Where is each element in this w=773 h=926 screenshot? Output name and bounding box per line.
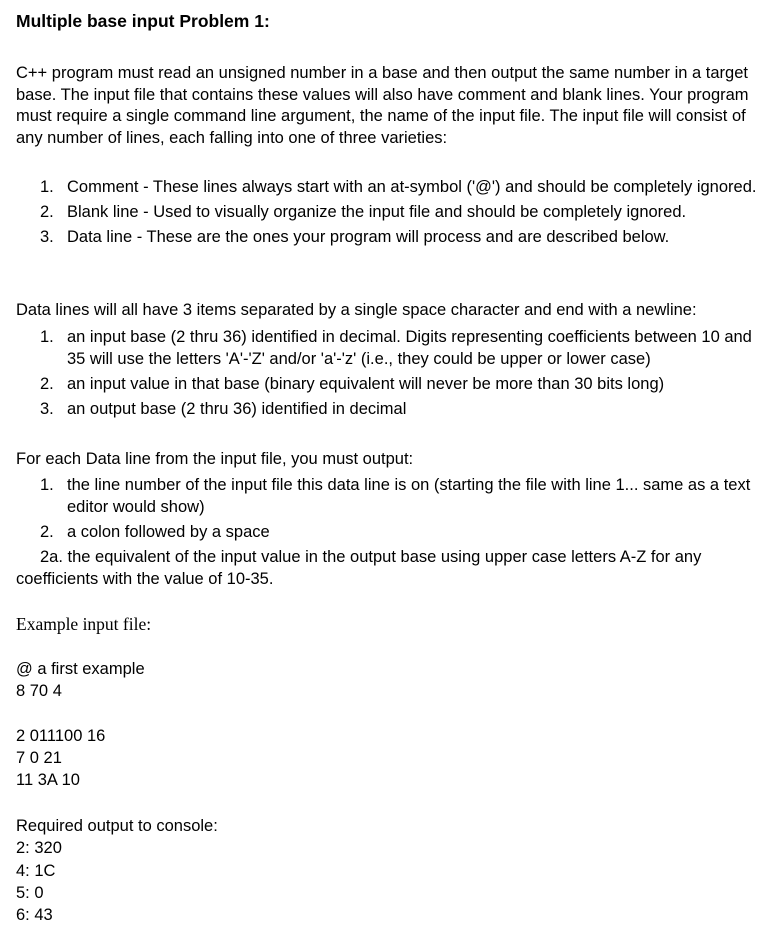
list-item-text: Comment - These lines always start with an at-symbol ('@') and should be completely ignored.	[67, 178, 757, 196]
required-output-block	[16, 815, 218, 926]
example-line: 2 011100 16	[16, 726, 106, 745]
example-input-block	[16, 658, 145, 792]
output-line: 4: 1C	[16, 861, 56, 880]
example-line: @ a first example	[16, 660, 145, 678]
list-item	[16, 227, 761, 249]
output-line: 6: 43	[16, 906, 53, 925]
list-item-text: an input base (2 thru 36) identified in decimal. Digits representing coefficients between 10 and 35 will use the letters 'A'-'Z' and/or 'a'-'z' (i.e., they could be upper or lower case)	[67, 328, 752, 368]
example-line: 11 3A 10	[16, 771, 80, 790]
example-line: 8 70 4	[16, 682, 62, 701]
intro-paragraph: C++ program must read an unsigned number in a base and then output the same number in a target base. The input file that contains these values will also have comment and blank lines. Your program must require a single command line argument, the name of the input file. The input file will consist of any number of lines, each falling into one of three varieties:	[16, 64, 749, 147]
output-line: 5: 0	[16, 883, 44, 902]
list-item	[16, 522, 761, 544]
list-item	[16, 399, 761, 421]
list-number: 3.	[40, 228, 54, 246]
list-item	[16, 202, 761, 224]
required-output-heading: Required output to console:	[16, 817, 218, 835]
list-number: 2.	[40, 203, 54, 221]
list-item-text: Blank line - Used to visually organize the input file and should be completely ignored.	[67, 203, 687, 221]
list-number: 1.	[40, 178, 54, 196]
list-number: 3.	[40, 399, 54, 418]
list-item-text: an input value in that base (binary equivalent will never be more than 30 bits long)	[67, 374, 665, 393]
data-lines-intro: Data lines will all have 3 items separated by a single space character and end with a newline:	[16, 301, 697, 319]
list-item-text: an output base (2 thru 36) identified in decimal	[67, 399, 407, 418]
list-item	[16, 327, 761, 370]
list-item	[16, 374, 761, 396]
list-number: 2.	[40, 374, 54, 393]
list-number: 2.	[40, 522, 54, 541]
example-line	[16, 703, 145, 725]
output-intro: For each Data line from the input file, you must output:	[16, 450, 414, 468]
list-item-text: a colon followed by a space	[67, 522, 270, 541]
list-item	[16, 475, 761, 518]
example-heading: Example input file:	[16, 614, 152, 634]
example-line: 7 0 21	[16, 749, 62, 768]
list-item-text: Data line - These are the ones your program will process and are described below.	[67, 228, 670, 246]
output-items-list	[16, 475, 761, 547]
output-line: 2: 320	[16, 839, 62, 858]
output-item-2a: 2a. the equivalent of the input value in the output base using upper case letters A-Z for any coefficients with the value of 10-35.	[16, 548, 702, 588]
list-item	[16, 177, 761, 199]
page-title: Multiple base input Problem 1:	[16, 11, 270, 31]
list-number: 1.	[40, 328, 54, 346]
data-items-list	[16, 327, 761, 424]
list-number: 1.	[40, 476, 54, 494]
varieties-list	[16, 177, 761, 252]
list-item-text: the line number of the input file this data line is on (starting the file with line 1... same as a text editor would show)	[67, 476, 751, 516]
